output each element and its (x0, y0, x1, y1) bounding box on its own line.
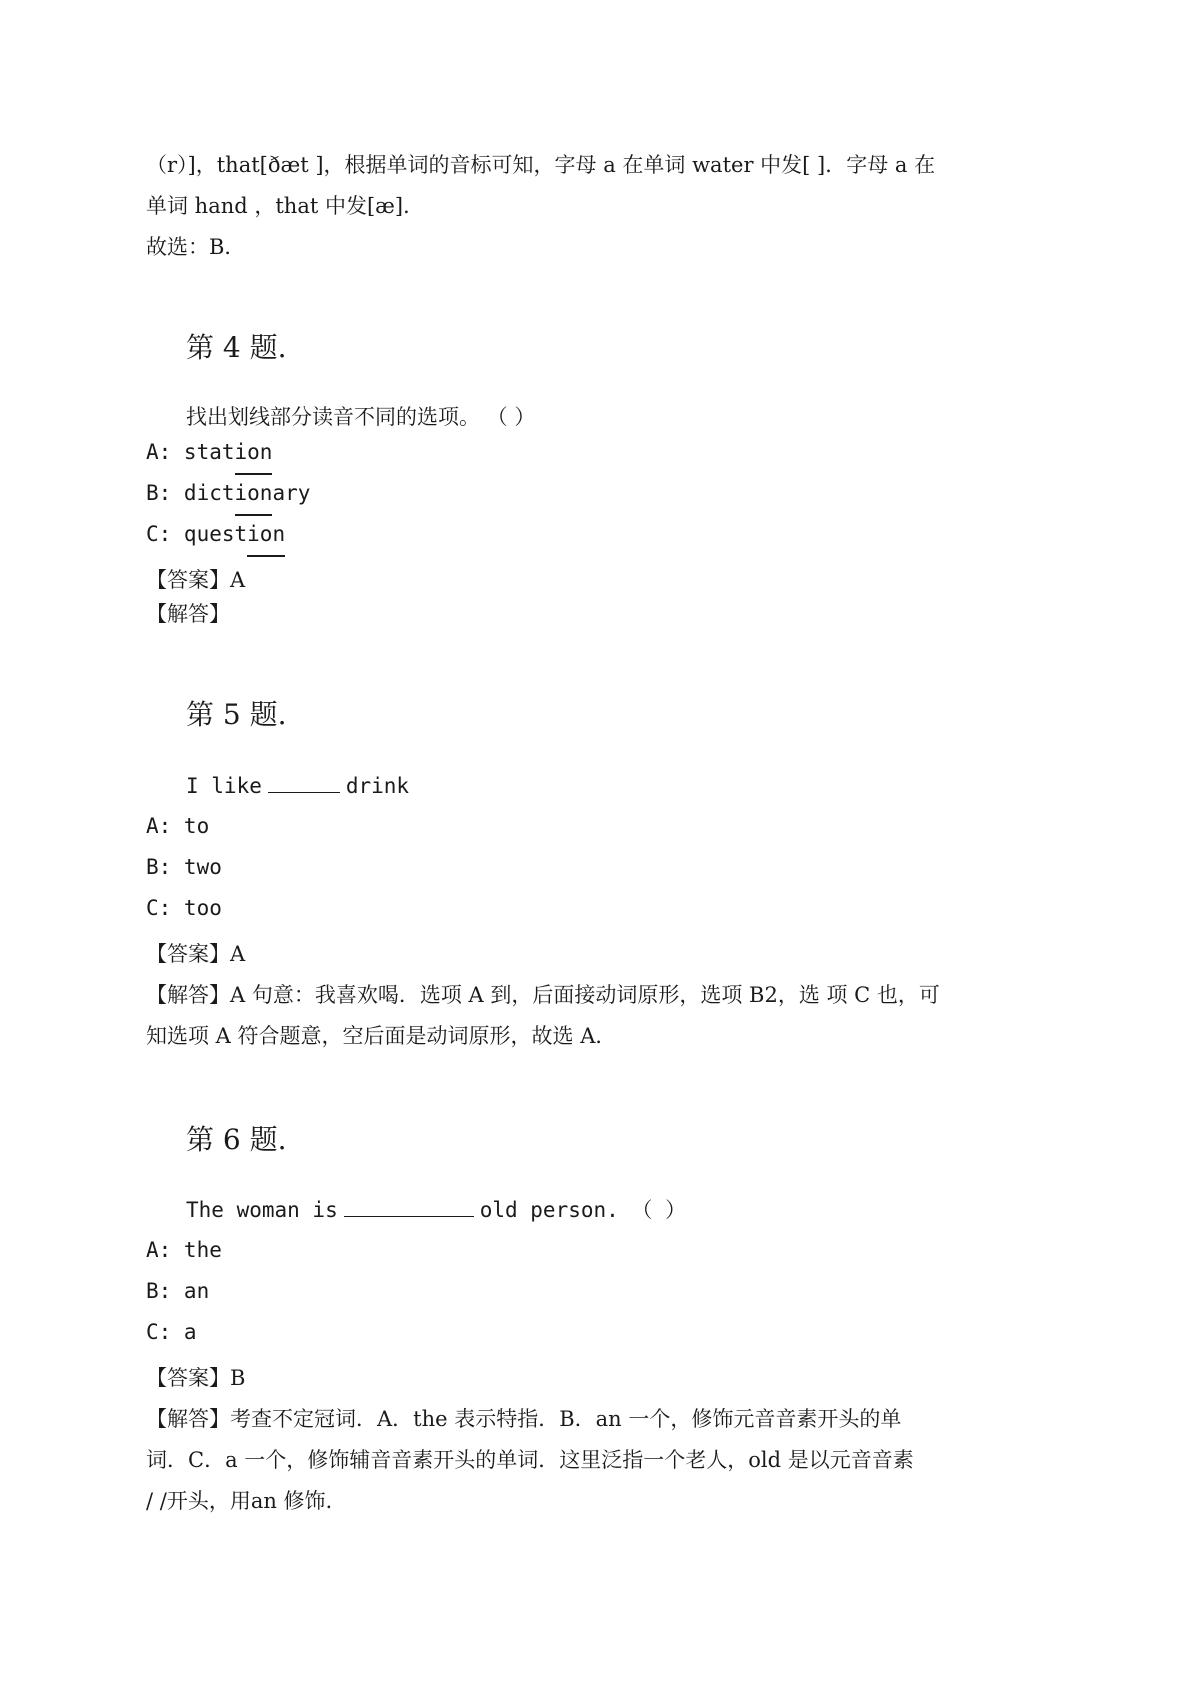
question-5-analysis-line-1: 【解答】A 句意：我喜欢喝．选项 A 到，后面接动词原形，选项 B2，选 项 C 也，可 (146, 983, 940, 1007)
question-5-title: 第 5 题. (186, 698, 287, 731)
question-6-option-b: B: an (146, 1279, 210, 1303)
question-4-analysis: 【解答】 (146, 602, 230, 626)
question-6-analysis-line-3: / /开头，用an 修饰. (146, 1489, 333, 1513)
prev-analysis-line-2: 单词 hand ，that 中发[æ]． (146, 194, 425, 218)
question-6-option-a: A: the (146, 1238, 222, 1262)
prompt-text-before: The woman is (186, 1198, 338, 1222)
question-5-analysis-line-2: 知选项 A 符合题意，空后面是动词原形，故选 A． (146, 1024, 617, 1048)
question-5-option-a: A: to (146, 814, 210, 838)
question-5-option-b: B: two (146, 855, 222, 879)
prompt-text-after: drink (345, 774, 410, 798)
question-6-analysis-line-2: 词．C．a 一个，修饰辅音音素开头的单词．这里泛指一个老人，old 是以元音音素 (146, 1448, 914, 1472)
option-a-underlined: ion (235, 437, 273, 467)
question-4-answer: 【答案】A (146, 568, 246, 592)
question-4-option-b (146, 478, 310, 508)
question-6-analysis-line-1: 【解答】考查不定冠词．A．the 表示特指．B．an 一个，修饰元音音素开头的单 (146, 1407, 902, 1431)
option-c-prefix: C: quest (146, 522, 248, 546)
question-6-prompt (186, 1194, 686, 1225)
question-6-title: 第 6 题. (186, 1123, 287, 1156)
question-6-option-c: C: a (146, 1320, 197, 1344)
question-5-prompt (186, 770, 409, 801)
fill-blank (344, 1194, 474, 1217)
option-b-underlined: ion (235, 478, 273, 508)
question-6-answer: 【答案】B (146, 1366, 246, 1390)
prev-answer-line: 故选：B． (146, 235, 246, 259)
question-5-answer: 【答案】A (146, 942, 246, 966)
option-b-suffix: ary (272, 481, 311, 505)
fill-blank (268, 770, 340, 793)
prompt-text-after: old person. （ ） (479, 1198, 687, 1222)
question-5-option-c: C: too (146, 896, 222, 920)
question-4-option-a (146, 437, 272, 467)
option-c-underlined: ion (247, 519, 285, 549)
question-4-prompt: 找出划线部分读音不同的选项。 （ ） (186, 405, 536, 429)
option-a-prefix: A: stat (146, 440, 235, 464)
question-4-option-c (146, 519, 285, 549)
prompt-text-before: I like (186, 774, 262, 798)
prev-analysis-line-1: （r）]，that[ðæt ]，根据单词的音标可知，字母 a 在单词 water 中发[ ]．字母 a 在 (146, 153, 936, 177)
option-b-prefix: B: dict (146, 481, 235, 505)
question-4-title: 第 4 题. (186, 331, 287, 364)
